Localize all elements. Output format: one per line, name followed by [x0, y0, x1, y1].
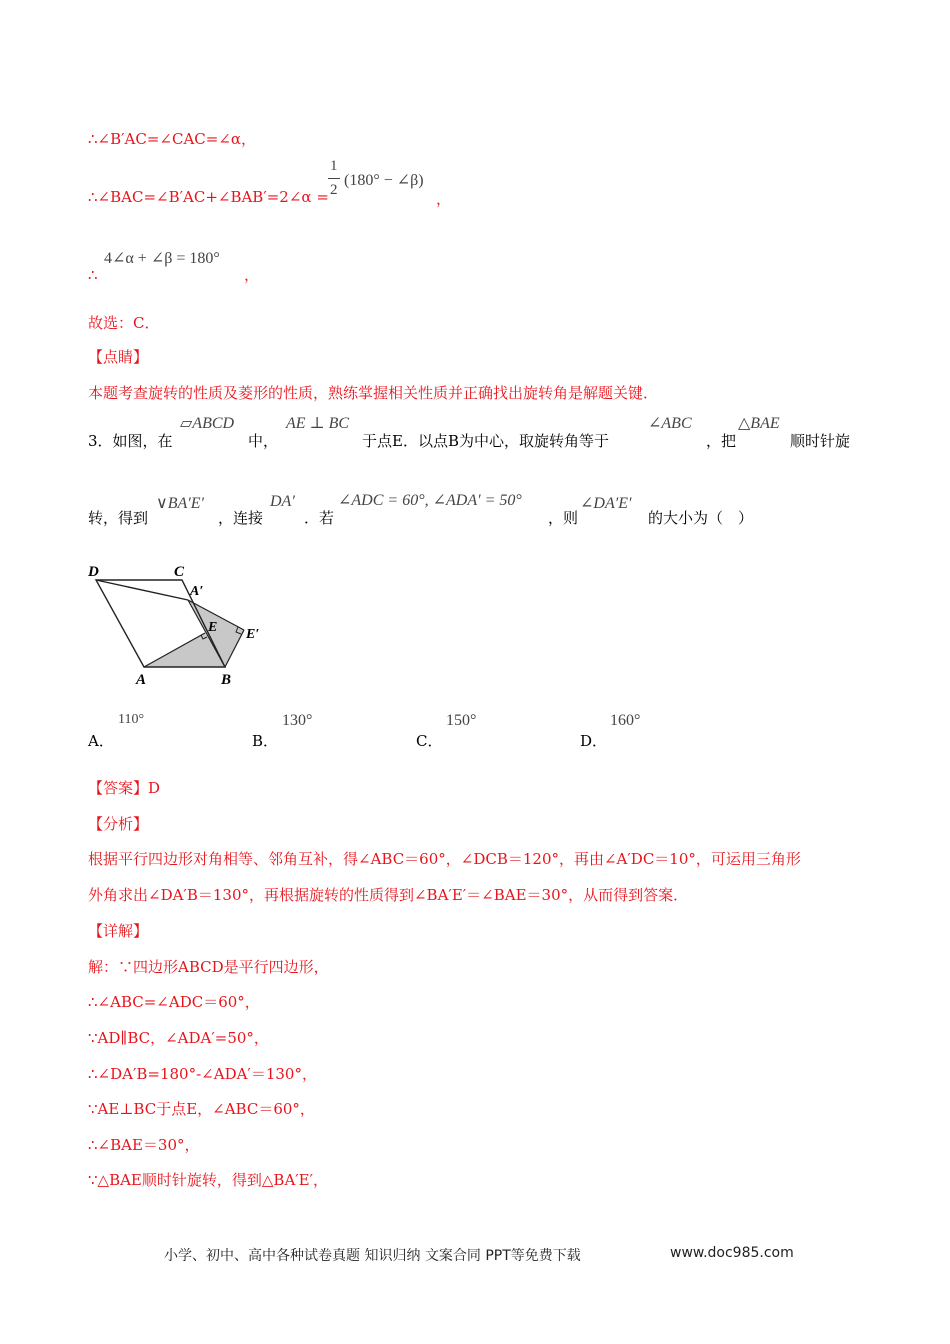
detail-line: ∵AD∥BC，∠ADA′=50°，	[88, 1029, 269, 1047]
question-text-f: 转，得到	[88, 509, 149, 527]
derivation-line-3-symbol: ∴	[88, 266, 98, 284]
detail-heading: 【详解】	[88, 922, 149, 940]
derivation-line-2-end: ，	[436, 190, 452, 208]
analysis-heading: 【分析】	[88, 815, 149, 833]
question-triangle-rotated: ∨BA′E′	[156, 495, 205, 512]
analysis-text-2: 外角求出∠DA′B＝130°，再根据旋转的性质得到∠BA′E′＝∠BAE＝30°，从而得到答案．	[88, 886, 689, 904]
question-text-b: 中，	[248, 432, 279, 450]
question-angle-target: ∠DA′E′	[580, 495, 632, 512]
geometry-figure	[84, 560, 274, 690]
label-E1: E′	[246, 627, 260, 642]
option-c-letter: C．	[416, 732, 443, 750]
option-a-letter: A．	[88, 732, 114, 750]
label-A: A	[136, 672, 147, 688]
dianjing-text: 本题考查旋转的性质及菱形的性质，熟练掌握相关性质并正确找出旋转角是解题关键．	[88, 384, 659, 402]
question-text-c: 于点E．以点B为中心，取旋转角等于	[362, 432, 609, 450]
derivation-line-2: ∴∠BAC=∠B′AC+∠BAB′=2∠α =	[88, 188, 329, 206]
detail-line: ∴∠ABC=∠ADC＝60°，	[88, 993, 260, 1011]
dianjing-heading: 【点睛】	[88, 348, 149, 366]
question-text-h: ．若	[304, 509, 335, 527]
label-E: E	[208, 620, 218, 635]
label-C: C	[174, 564, 185, 580]
question-condition: ∠ADC = 60°, ∠ADA′ = 50°	[338, 492, 522, 509]
option-d-value: 160°	[610, 712, 641, 729]
option-d-letter: D．	[580, 732, 608, 750]
question-text-i: ，则	[548, 509, 579, 527]
detail-line: ∵AE⊥BC于点E，∠ABC＝60°，	[88, 1100, 315, 1118]
fraction-numerator: 1	[330, 158, 338, 174]
question-text-e: 顺时针旋	[790, 432, 851, 450]
fraction-denominator: 2	[330, 182, 338, 198]
footer-url[interactable]: www.doc985.com	[670, 1245, 794, 1261]
derivation-line-1: ∴∠B′AC=∠CAC=∠α，	[88, 130, 257, 148]
segment-da1	[96, 580, 188, 600]
answer-label: 【答案】D	[88, 779, 161, 797]
question-text-g: ，连接	[218, 509, 264, 527]
detail-line: ∴∠DA′B=180°-∠ADA′＝130°，	[88, 1065, 317, 1083]
question-angle-abc: ∠ABC	[648, 415, 692, 432]
footer-text: 小学、初中、高中各种试卷真题 知识归纳 文案合同 PPT等免费下载	[164, 1248, 581, 1264]
question-segment-da: DA′	[270, 493, 295, 510]
derivation-line-3-end: ，	[244, 266, 260, 284]
derivation-line-2-expr: (180° − ∠β)	[344, 172, 424, 189]
choice-statement: 故选：C．	[88, 314, 160, 332]
detail-line: ∵△BAE顺时针旋转，得到△BA′E′，	[88, 1171, 329, 1189]
question-parallelogram: ▱ABCD	[180, 415, 235, 432]
question-triangle-bae: △BAE	[738, 415, 780, 432]
option-a-value: 110°	[118, 712, 145, 727]
question-text-j: 的大小为（ ）	[648, 509, 754, 527]
question-perpendicular: AE ⊥ BC	[286, 415, 350, 432]
detail-line: 解：∵四边形ABCD是平行四边形，	[88, 958, 329, 976]
label-B: B	[221, 672, 232, 688]
option-b-letter: B．	[252, 732, 279, 750]
option-c-value: 150°	[446, 712, 477, 729]
analysis-text-1: 根据平行四边形对角相等、邻角互补，得∠ABC＝60°，∠DCB＝120°，再由∠A′DC＝10°，可运用三角形	[88, 850, 801, 868]
detail-line: ∴∠BAE＝30°，	[88, 1136, 200, 1154]
option-b-value: 130°	[282, 712, 313, 729]
label-A1: A′	[190, 584, 204, 599]
question-text-a: 3．如图，在	[88, 432, 173, 450]
derivation-line-3-expr: 4∠α + ∠β = 180°	[104, 250, 220, 267]
fraction-bar	[328, 178, 340, 179]
question-text-d: ，把	[706, 432, 737, 450]
label-D: D	[88, 564, 99, 580]
